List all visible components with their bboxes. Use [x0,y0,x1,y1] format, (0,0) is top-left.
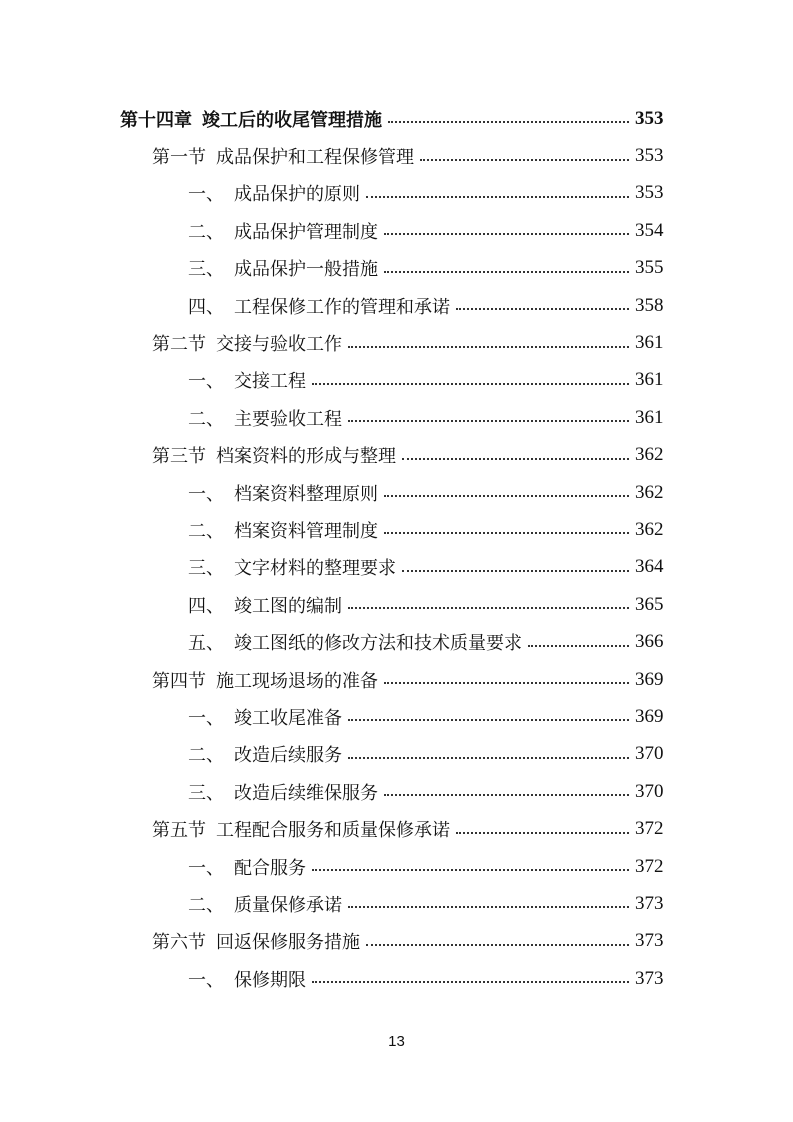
toc-dot-leader [312,980,629,983]
toc-entry-number: 三、 [188,782,224,804]
toc-entry-page: 365 [635,593,664,615]
toc-subsection-entry[interactable] [0,250,793,287]
toc-entry-page: 362 [635,444,664,466]
toc-entry-page: 366 [635,631,664,653]
toc-dot-leader [528,644,629,647]
toc-entry-title: 档案资料整理原则 [234,483,378,505]
toc-entry-page: 373 [635,892,664,914]
toc-subsection-entry[interactable] [0,212,793,249]
toc-subsection-entry[interactable] [0,773,793,810]
toc-entry-page: 364 [635,556,664,578]
toc-dot-leader [348,718,629,721]
toc-dot-leader [312,868,629,871]
toc-entry-page: 369 [635,705,664,727]
toc-entry-number: 第一节 [152,147,206,169]
toc-subsection-entry[interactable] [0,960,793,997]
toc-entry-number: 二、 [188,221,224,243]
toc-entry-number: 五、 [188,633,224,655]
toc-entry-title: 竣工图的编制 [234,595,342,617]
toc-entry-title: 质量保修承诺 [234,894,342,916]
toc-entry-title: 竣工图纸的修改方法和技术质量要求 [234,633,522,655]
toc-subsection-entry[interactable] [0,549,793,586]
toc-entry-number: 一、 [188,371,224,393]
toc-entry-title: 竣工收尾准备 [234,707,342,729]
toc-entry-page: 361 [635,369,664,391]
toc-entry-page: 355 [635,257,664,279]
toc-entry-title: 配合服务 [234,857,306,879]
toc-entry-page: 362 [635,481,664,503]
toc-section-entry[interactable] [0,810,793,847]
toc-entry-title: 交接与验收工作 [216,334,342,356]
toc-subsection-entry[interactable] [0,623,793,660]
toc-dot-leader [366,195,629,198]
toc-entry-number: 第六节 [152,932,206,954]
toc-dot-leader [384,793,629,796]
toc-entry-title: 成品保护和工程保修管理 [216,147,414,169]
toc-subsection-entry[interactable] [0,287,793,324]
toc-dot-leader [384,681,629,684]
toc-entry-number: 第十四章 [120,109,192,131]
toc-entry-page: 354 [635,219,664,241]
toc-entry-title: 成品保护管理制度 [234,221,378,243]
toc-entry-number: 四、 [188,595,224,617]
toc-dot-leader [348,905,629,908]
toc-entry-number: 四、 [188,296,224,318]
toc-entry-page: 353 [635,145,664,167]
toc-subsection-entry[interactable] [0,736,793,773]
toc-entry-title: 施工现场退场的准备 [216,670,378,692]
toc-section-entry[interactable] [0,324,793,361]
toc-entry-page: 369 [635,668,664,690]
toc-dot-leader [402,569,629,572]
toc-entry-title: 成品保护一般措施 [234,259,378,281]
toc-dot-leader [348,345,629,348]
toc-dot-leader [384,494,629,497]
toc-section-entry[interactable] [0,661,793,698]
toc-entry-number: 第四节 [152,670,206,692]
table-of-contents [0,100,793,997]
toc-entry-number: 三、 [188,259,224,281]
toc-entry-title: 主要验收工程 [234,408,342,430]
toc-entry-title: 工程保修工作的管理和承诺 [234,296,450,318]
toc-entry-number: 三、 [188,558,224,580]
toc-subsection-entry[interactable] [0,698,793,735]
toc-dot-leader [388,120,629,123]
toc-entry-title: 竣工后的收尾管理措施 [202,109,382,131]
toc-entry-title: 保修期限 [234,969,306,991]
toc-entry-title: 改造后续服务 [234,745,342,767]
toc-entry-page: 370 [635,743,664,765]
toc-entry-page: 373 [635,967,664,989]
toc-entry-number: 一、 [188,483,224,505]
toc-entry-page: 362 [635,518,664,540]
toc-dot-leader [420,158,629,161]
toc-entry-title: 改造后续维保服务 [234,782,378,804]
toc-entry-number: 二、 [188,894,224,916]
toc-dot-leader [384,270,629,273]
toc-subsection-entry[interactable] [0,848,793,885]
toc-entry-page: 370 [635,780,664,802]
toc-entry-number: 二、 [188,520,224,542]
toc-dot-leader [348,419,629,422]
toc-subsection-entry[interactable] [0,399,793,436]
toc-dot-leader [348,606,629,609]
toc-entry-number: 一、 [188,184,224,206]
toc-subsection-entry[interactable] [0,586,793,623]
toc-entry-page: 373 [635,930,664,952]
toc-entry-title: 交接工程 [234,371,306,393]
toc-section-entry[interactable] [0,923,793,960]
toc-subsection-entry[interactable] [0,175,793,212]
toc-dot-leader [384,531,629,534]
toc-entry-page: 372 [635,855,664,877]
toc-dot-leader [402,457,629,460]
toc-subsection-entry[interactable] [0,885,793,922]
toc-entry-number: 一、 [188,857,224,879]
toc-entry-title: 回返保修服务措施 [216,932,360,954]
toc-entry-number: 第三节 [152,446,206,468]
toc-entry-page: 361 [635,332,664,354]
toc-dot-leader [384,232,629,235]
toc-dot-leader [456,307,629,310]
toc-subsection-entry[interactable] [0,362,793,399]
toc-section-entry[interactable] [0,137,793,174]
toc-subsection-entry[interactable] [0,474,793,511]
toc-entry-title: 成品保护的原则 [234,184,360,206]
toc-entry-number: 第二节 [152,334,206,356]
toc-chapter-entry[interactable] [0,100,793,137]
toc-section-entry[interactable] [0,437,793,474]
toc-entry-page: 372 [635,818,664,840]
toc-entry-page: 358 [635,294,664,316]
toc-entry-number: 一、 [188,707,224,729]
toc-dot-leader [366,943,629,946]
toc-entry-number: 一、 [188,969,224,991]
page-number: 13 [388,1033,405,1050]
toc-entry-number: 二、 [188,408,224,430]
toc-dot-leader [348,756,629,759]
toc-entry-title: 文字材料的整理要求 [234,558,396,580]
toc-entry-title: 档案资料管理制度 [234,520,378,542]
toc-dot-leader [456,831,629,834]
toc-subsection-entry[interactable] [0,511,793,548]
toc-entry-number: 第五节 [152,820,206,842]
toc-entry-page: 361 [635,406,664,428]
toc-entry-title: 档案资料的形成与整理 [216,446,396,468]
toc-entry-page: 353 [635,107,664,129]
toc-entry-title: 工程配合服务和质量保修承诺 [216,820,450,842]
toc-dot-leader [312,382,629,385]
toc-entry-page: 353 [635,182,664,204]
toc-entry-number: 二、 [188,745,224,767]
